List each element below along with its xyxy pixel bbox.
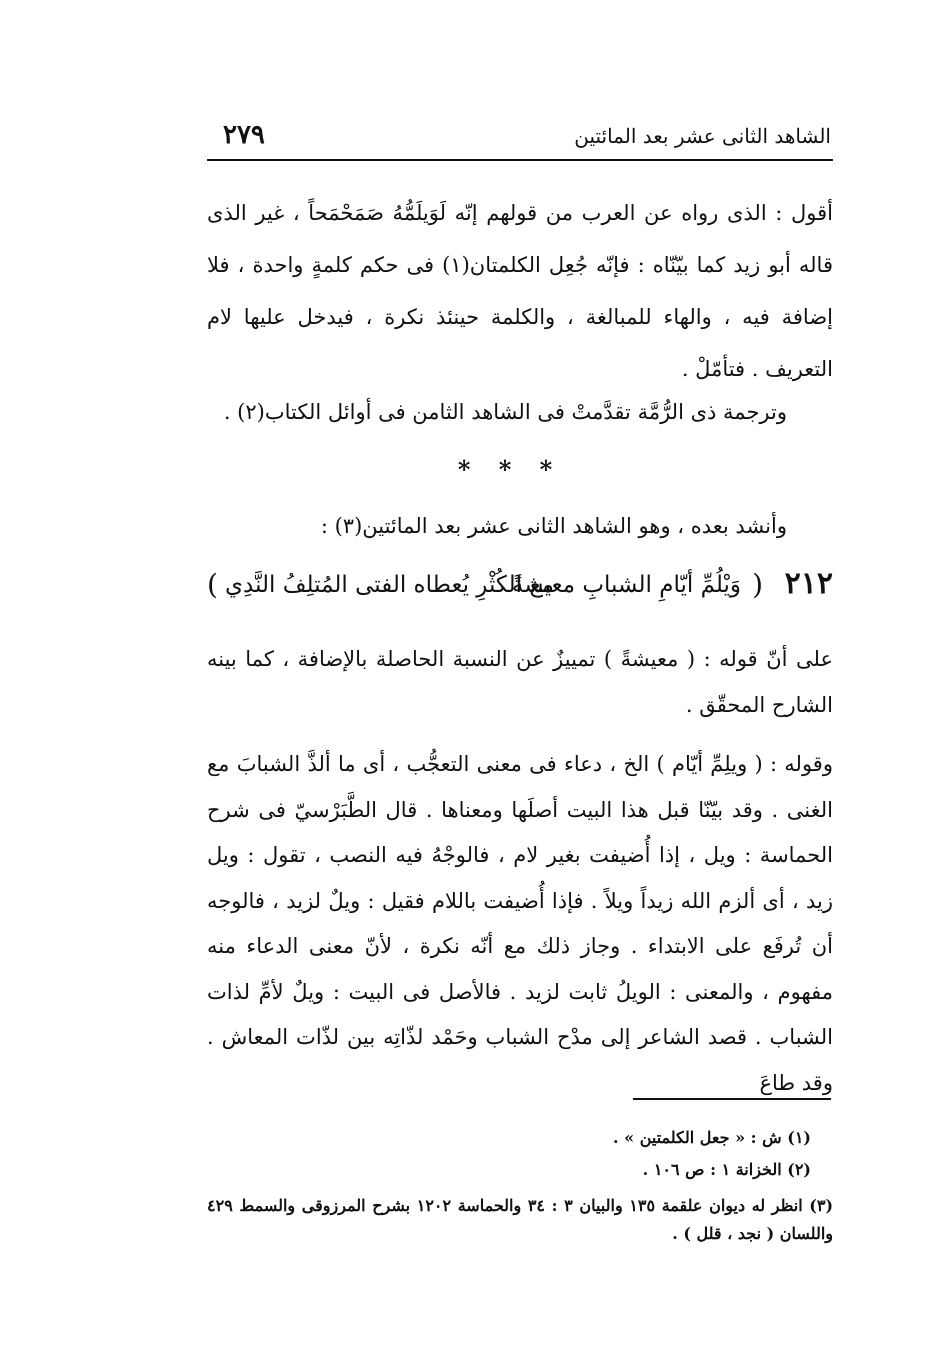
verse-close-paren: ) <box>207 568 218 601</box>
paragraph-intro-verse: وأنشد بعده ، وهو الشاهد الثانى عشر بعد المائتين(٣) : <box>320 514 787 538</box>
section-divider: * * * <box>457 455 563 484</box>
footnote-2: (٢) الخزانة ١ : ص ١٠٦ . <box>642 1160 811 1179</box>
paragraph-biography-note: وترجمة ذى الرُّمَّة تقدَّمتْ فى الشاهد الثامن فى أوائل الكتاب(٢) . <box>223 400 787 424</box>
paragraph-grammar-note: على أنّ قوله : ( معيشةً ) تمييزٌ عن النسبة الحاصلة بالإضافة ، كما بينه الشارح المحقّق . <box>207 647 834 717</box>
page-number: ٢٧٩ <box>223 120 265 150</box>
footnote-rule <box>633 1098 831 1100</box>
poetry-verse <box>207 562 833 622</box>
footnote-1: (١) ش : « جعل الكلمتين » . <box>612 1128 811 1147</box>
footnotes <box>207 1122 833 1248</box>
verse-open-paren: ( <box>752 568 763 601</box>
paragraph-commentary-2: وقوله : ( ويلِمِّ أيّام ) الخ ، دعاء فى معنى التعجُّب ، أى ما ألذَّ الشبابَ مع الغنى . وقد بيّنّا قبل هذا البيت أصلَها ومعناها . قال الطَّبَرْسيّ فى شرح الحماسة : ويل ، إذا أُضيفت بغير لام ، فالوجْهُ فيه النصب ، تقول : ويل زيد ، أى ألزم الله زيداً ويلاً . فإذا أُضيفت باللام فقيل : ويلٌ لزيد ، فالوجه أن تُرفَع على الابتداء . وجاز ذلك مع أنّه نكرة ، لأنّ معنى الدعاء منه مفهوم ، والمعنى : الويلُ ثابت لزيد . فالأصل فى البيت : ويلٌ لأمِّ لذات الشباب . قصد الشاعر إلى مدْح الشباب وحَمْد لذّاتِه بين لذّات المعاش . وقد طاعَ <box>207 752 833 1095</box>
verse-number: ٢١٢ <box>784 566 833 601</box>
paragraph-commentary-1: أقول : الذى رواه عن العرب من قولهم إنّه لَوَيلَمُّهُ صَمَحْمَحاً ، غير الذى قاله أبو زيد كما بيّنّاه : فإنّه جُعِل الكلمتان(١) فى حكم كلمةٍ واحدة ، فلا إضافة فيه ، والهاء للمبالغة ، والكلمة حينئذ نكرة ، فيدخل عليها لام التعريف . فتأمّلْ . <box>207 201 833 381</box>
page-header <box>205 118 831 158</box>
verse-first-hemistich: وَيْلُمِّ أيّامِ الشبابِ معيشةً <box>511 572 741 598</box>
running-title: الشاهد الثانى عشر بعد المائتين <box>574 124 831 148</box>
header-rule <box>207 159 833 161</box>
footnote-3: (٣) انظر له ديوان علقمة ١٣٥ والبيان ٣ : ٣٤ والحماسة ١٢٠٢ بشرح المرزوقى والسمط ٤٢٩ واللسان ( نجد ، قلل ) . <box>207 1196 834 1243</box>
verse-second-hemistich: مع الكُثْرِ يُعطاه الفتى المُتلِفُ النَّدِي <box>225 572 554 598</box>
